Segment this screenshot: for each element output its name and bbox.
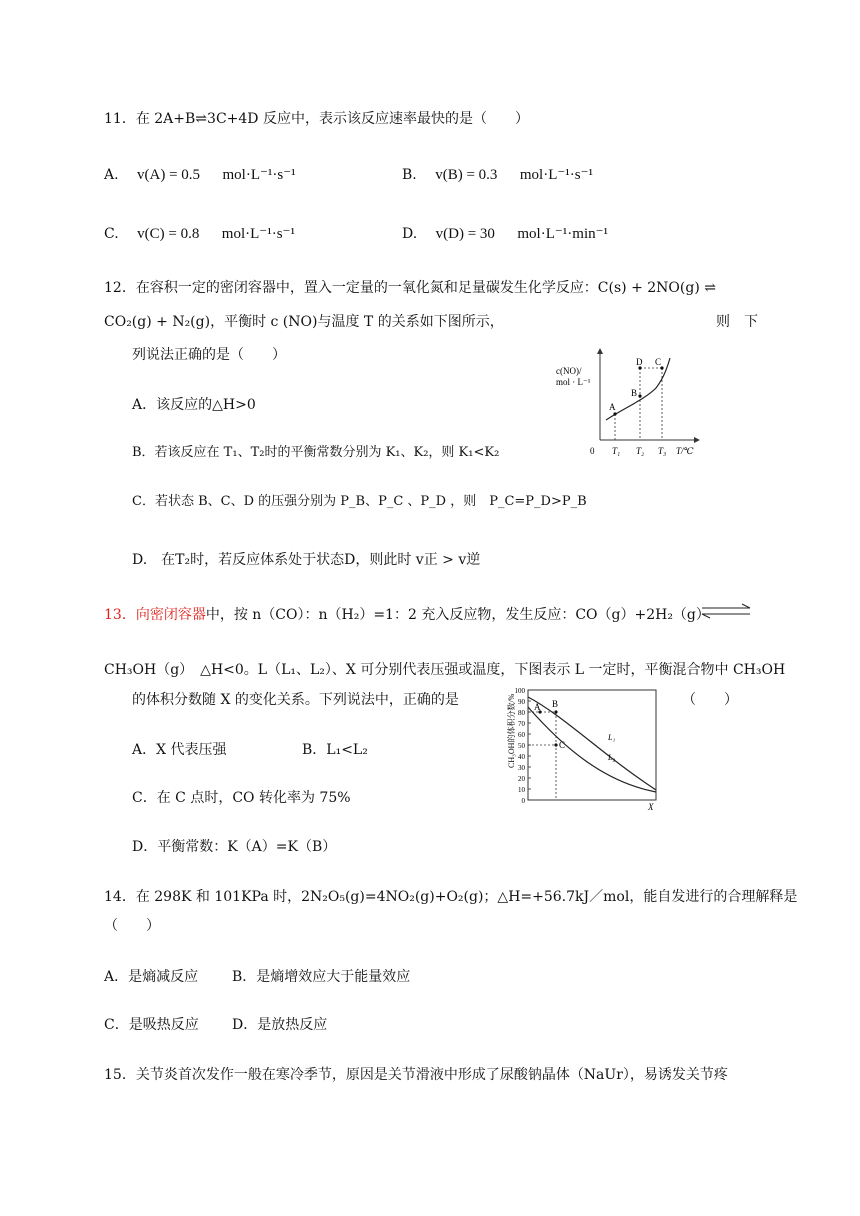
q12-stem-line2: CO₂(g) + N₂(g)，平衡时 c (NO)与温度 T 的关系如下图所示， bbox=[104, 314, 504, 330]
q12-point-a bbox=[613, 412, 616, 415]
q13-y-tick-label: 60 bbox=[518, 731, 525, 739]
q12-option-a: A．该反应的△H>0 bbox=[132, 397, 256, 413]
q12-label-c: C bbox=[655, 357, 662, 367]
q13-y-tick-label: 40 bbox=[518, 753, 525, 761]
q12-tick-t1: T₁ bbox=[612, 446, 621, 456]
q13-curve-label-l1: L₁ bbox=[608, 733, 616, 742]
q13-y-tick-label: 30 bbox=[518, 764, 525, 772]
q13-ylabel: CH₃OH的体积分数/% bbox=[507, 693, 516, 768]
q13-y-tick-label: 10 bbox=[518, 786, 525, 794]
q13-label-b: B bbox=[552, 699, 559, 709]
q13-curve-l2 bbox=[528, 707, 656, 792]
q12-y-arrow bbox=[597, 348, 603, 354]
q13-x-label: X bbox=[648, 802, 654, 812]
q11-stem: 11．在 2A+B⇌3C+4D 反应中，表示该反应速率最快的是（ ） bbox=[104, 111, 529, 127]
q12-label-b: B bbox=[631, 388, 638, 398]
q12-tick-t2: T₂ bbox=[636, 446, 645, 456]
q12-x-unit: T/℃ bbox=[676, 446, 694, 456]
q13-stem-line3: 的体积分数随 X 的变化关系。下列说法中，正确的是 bbox=[132, 692, 459, 708]
q13-equilibrium-arrow-icon bbox=[700, 604, 752, 618]
q14-option-c: C．是吸热反应 bbox=[104, 1017, 199, 1033]
q13-y-tick-label: 100 bbox=[514, 687, 525, 695]
q11-option-d: D. v(D) = 30 mol·L⁻¹·min⁻¹ bbox=[402, 226, 609, 242]
q13-point-b bbox=[554, 710, 557, 713]
q13-y-tick-label: 0 bbox=[521, 797, 525, 805]
q13-figure bbox=[494, 686, 664, 814]
q14-stem-line2: （ ） bbox=[104, 918, 160, 934]
q13-label-c: C bbox=[559, 740, 566, 750]
q14-stem-line1: 14．在 298K 和 101KPa 时，2N₂O₅(g)=4NO₂(g)+O₂(g)；△H=+56.7kJ／mol，能自发进行的合理解释是 bbox=[104, 889, 798, 905]
q12-option-d: D. 在T₂时，若反应体系处于状态D，则此时 v正 > v逆 bbox=[132, 552, 481, 568]
q12-point-b bbox=[638, 394, 641, 397]
q12-curve bbox=[606, 358, 670, 420]
q13-option-c: C．在 C 点时，CO 转化率为 75% bbox=[132, 790, 351, 806]
q11-option-c: C. v(C) = 0.8 mol·L⁻¹·s⁻¹ bbox=[104, 226, 295, 242]
q12-option-c: C．若状态 B、C、D 的压强分别为 P_B、P_C 、P_D ，则 P_C=P_D>P_B bbox=[132, 494, 587, 509]
q13-y-ticks bbox=[515, 687, 532, 805]
q12-ylabel-1: c(NO)/ bbox=[556, 366, 582, 376]
q13-y-tick-label: 50 bbox=[518, 742, 525, 750]
q14-option-d: D．是放热反应 bbox=[232, 1017, 328, 1033]
q12-option-b: B．若该反应在 T₁、T₂时的平衡常数分别为 K₁、K₂，则 K₁<K₂ bbox=[132, 445, 500, 460]
q12-ylabel-2: mol · L⁻¹ bbox=[556, 377, 591, 387]
q14-option-a: A．是熵减反应 bbox=[104, 969, 199, 985]
q11-option-a: A. v(A) = 0.5 mol·L⁻¹·s⁻¹ bbox=[104, 167, 296, 183]
q14-option-b: B．是熵增效应大于能量效应 bbox=[232, 969, 411, 985]
q12-x-arrow bbox=[694, 437, 700, 443]
q12-tick-t3: T₃ bbox=[658, 446, 667, 456]
q13-y-tick-label: 80 bbox=[518, 709, 525, 717]
q15-stem-line1: 15．关节炎首次发作一般在寒冷季节，原因是关节滑液中形成了尿酸钠晶体（NaUr），易诱发关节疼 bbox=[104, 1067, 728, 1083]
q13-y-tick-label: 70 bbox=[518, 720, 525, 728]
q12-label-d: D bbox=[636, 357, 643, 367]
q13-stem-line2: CH₃OH（g） △H<0。L（L₁、L₂）、X 可分别代表压强或温度，下图表示 L 一定时，平衡混合物中 CH₃OH bbox=[104, 662, 786, 678]
q13-y-tick-label: 20 bbox=[518, 775, 525, 783]
q13-y-tick-label: 90 bbox=[518, 698, 525, 706]
q13-label-a: A bbox=[534, 702, 541, 712]
q13-point-c bbox=[554, 743, 557, 746]
q13-option-a: A．X 代表压强 bbox=[132, 742, 227, 758]
q13-stem-line1: 13．向密闭容器中，按 n（CO）：n（H₂）=1：2 充入反应物，发生反应：CO（g）+2H₂（g） bbox=[104, 607, 710, 623]
q13-stem-line3-tail: （ ） bbox=[682, 692, 738, 708]
q13-plot-frame bbox=[528, 690, 656, 800]
q13-option-d: D．平衡常数：K（A）=K（B） bbox=[132, 839, 337, 855]
q13-number: 13．向密闭容器 bbox=[104, 607, 206, 623]
q12-stem-line1: 12．在容积一定的密闭容器中，置入一定量的一氧化氮和足量碳发生化学反应：C(s) + 2NO(g) ⇌ bbox=[104, 280, 716, 296]
q11-option-b: B. v(B) = 0.3 mol·L⁻¹·s⁻¹ bbox=[402, 167, 594, 183]
q12-figure bbox=[552, 350, 702, 460]
q13-option-b: B．L₁<L₂ bbox=[302, 742, 368, 758]
q12-label-a: A bbox=[609, 402, 616, 412]
q13-curve-l1 bbox=[528, 697, 656, 790]
q13-curve-label-l2: L₂ bbox=[608, 753, 616, 762]
q12-stem-line2-tail: 则 下 bbox=[716, 314, 758, 330]
q12-stem-line3: 列说法正确的是（ ） bbox=[132, 347, 286, 363]
q12-origin: 0 bbox=[590, 446, 595, 456]
